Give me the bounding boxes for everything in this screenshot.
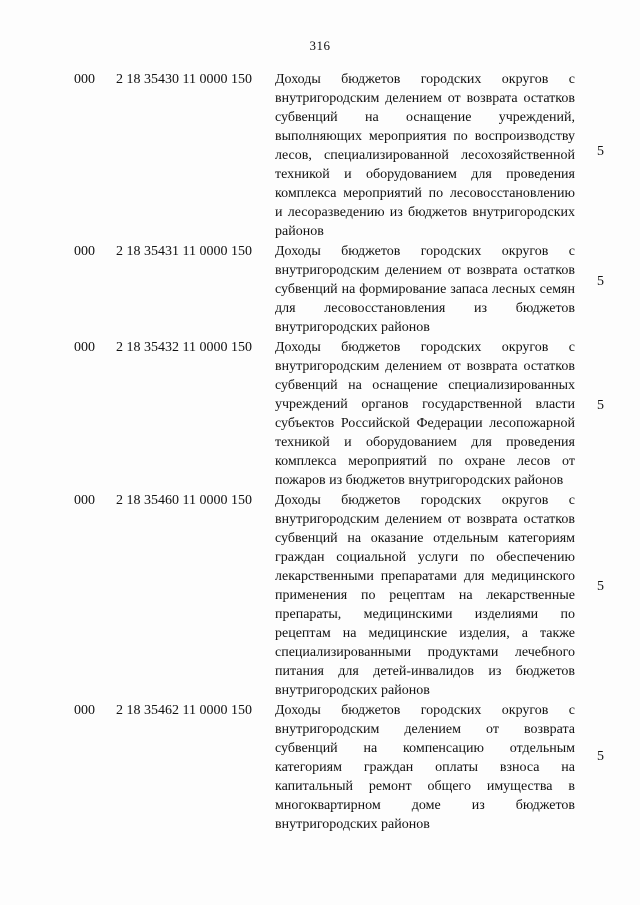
income-description: Доходы бюджетов городских округов с внутригородским делением от возврата остатков субвенций на формирование запаса лесных семян для лесовосстановления из бюджетов внутригородских районов bbox=[275, 244, 575, 335]
admin-code: 000 bbox=[74, 703, 95, 718]
income-description: Доходы бюджетов городских округов с внутригородским делением от возврата остатков субвенций на оснащение учреждений, выполняющих мероприятия по воспроизводству лесов, специализированной лесохозяйственной техникой и оборудованием для проведения комплекса мероприятий по лесовосстановлению и лесоразведению из бюджетов внутригородских районов bbox=[275, 72, 575, 239]
admin-code: 000 bbox=[74, 340, 95, 355]
value-cell: 5 bbox=[597, 144, 604, 159]
budget-classification-code: 2 18 35432 11 0000 150 bbox=[116, 340, 252, 355]
income-description: Доходы бюджетов городских округов с внутригородским делением от возврата остатков субвенций на оказание отдельным категориям граждан социальной услуги по обеспечению лекарственными препаратами для медицинского применения по рецептам на лекарственные препараты, медицинскими изделиями по рецептам на медицинские изделия, а также специализированными продуктами лечебного питания для детей-инвалидов из бюджетов внутригородских районов bbox=[275, 493, 575, 698]
table-row bbox=[74, 338, 614, 490]
table-row bbox=[74, 701, 614, 834]
table-row bbox=[74, 491, 614, 700]
table-row bbox=[74, 70, 614, 241]
table-row bbox=[74, 242, 614, 337]
budget-code-table bbox=[74, 70, 614, 834]
admin-code: 000 bbox=[74, 244, 95, 259]
budget-classification-code: 2 18 35460 11 0000 150 bbox=[116, 493, 252, 508]
admin-code: 000 bbox=[74, 493, 95, 508]
admin-code: 000 bbox=[74, 72, 95, 87]
income-description: Доходы бюджетов городских округов с внутригородским делением от возврата субвенций на компенсацию отдельным категориям граждан оплаты взноса на капитальный ремонт общего имущества в многоквартирном доме из бюджетов внутригородских районов bbox=[275, 703, 575, 832]
page-number: 316 bbox=[309, 38, 331, 53]
value-cell: 5 bbox=[597, 749, 604, 764]
budget-classification-code: 2 18 35430 11 0000 150 bbox=[116, 72, 252, 87]
budget-classification-code: 2 18 35462 11 0000 150 bbox=[116, 703, 252, 718]
budget-classification-code: 2 18 35431 11 0000 150 bbox=[116, 244, 252, 259]
value-cell: 5 bbox=[597, 398, 604, 413]
value-cell: 5 bbox=[597, 579, 604, 594]
value-cell: 5 bbox=[597, 274, 604, 289]
income-description: Доходы бюджетов городских округов с внутригородским делением от возврата остатков субвенций на оснащение специализированных учреждений органов государственной власти субъектов Российской Федерации лесопожарной техникой и оборудованием для проведения комплекса мероприятий по охране лесов от пожаров из бюджетов внутригородских районов bbox=[275, 340, 575, 488]
